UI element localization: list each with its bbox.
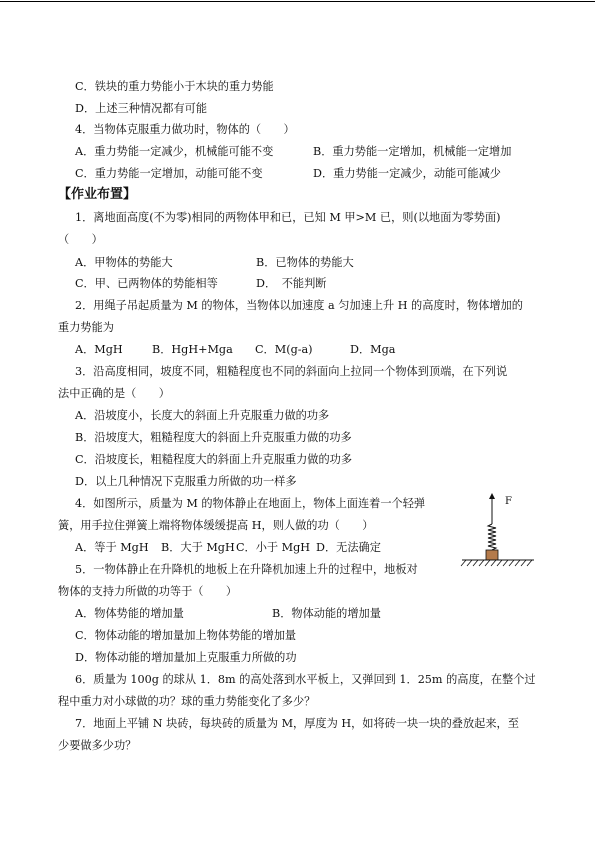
q1-option-c: C．甲、已两物体的势能相等 — [75, 277, 218, 290]
spring-block-figure — [458, 488, 538, 578]
prev-option-c: C．铁块的重力势能小于木块的重力势能 — [75, 80, 274, 93]
spring-coil — [488, 524, 496, 550]
q1-stem-line1: 1．离地面高度(不为零)相同的两物体甲和已，已知 M 甲>M 已，则(以地面为零势面) — [75, 211, 501, 224]
page-top-border — [0, 1, 595, 2]
q6-stem-line2: 程中重力对小球做的功？球的重力势能变化了多少？ — [58, 695, 316, 708]
q5-stem-line1: 5．一物体静止在升降机的地板上在升降机加速上升的过程中，地板对 — [75, 563, 418, 576]
q4-option-b: B．大于 MgH — [161, 541, 235, 554]
q5-option-c: C．物体动能的增加量加上物体势能的增加量 — [75, 629, 297, 642]
q1-stem-line2: （ ） — [58, 233, 103, 246]
q7-stem-line2: 少要做多少功？ — [58, 739, 137, 752]
q5-option-a: A．物体势能的增加量 — [75, 607, 184, 620]
section-title: 【作业布置】 — [58, 187, 137, 202]
q3-option-b: B．沿坡度大，粗糙程度大的斜面上升克服重力做的功多 — [75, 431, 352, 444]
q5-option-b: B．物体动能的增加量 — [272, 607, 381, 620]
prev-option-d: D．上述三种情况都有可能 — [75, 102, 208, 115]
prev-q4-option-b: B．重力势能一定增加，机械能一定增加 — [313, 145, 512, 158]
q3-option-c: C．沿坡度长，粗糙程度大的斜面上升克服重力做的功多 — [75, 453, 353, 466]
prev-q4-option-d: D．重力势能一定减少，动能可能减少 — [313, 167, 501, 180]
q3-option-a: A．沿坡度小，长度大的斜面上升克服重力做的功多 — [75, 409, 330, 422]
q2-option-a: A．MgH — [75, 343, 123, 356]
q5-option-d: D．物体动能的增加量加上克服重力所做的功 — [75, 651, 297, 664]
prev-q4-option-a: A．重力势能一定减少，机械能可能不变 — [75, 145, 274, 158]
prev-q4-option-c: C．重力势能一定增加，动能可能不变 — [75, 167, 263, 180]
q2-option-d: D．Mga — [350, 343, 396, 356]
ground-hatching — [461, 560, 532, 566]
prev-question-4: 4．当物体克服重力做功时，物体的（ ） — [75, 123, 295, 136]
q4-stem-line2: 簧，用手拉住弹簧上端将物体缓缓提高 H，则人做的功（ ） — [58, 519, 374, 532]
q2-option-b: B．HgH+Mga — [152, 343, 233, 356]
mass-block — [486, 550, 498, 560]
q5-stem-line2: 物体的支持力所做的功等于（ ） — [58, 585, 238, 598]
q4-option-d: D．无法确定 — [316, 541, 381, 554]
q3-stem-line1: 3．沿高度相同，坡度不同，粗糙程度也不同的斜面向上拉同一个物体到顶端，在下列说 — [75, 365, 508, 378]
q4-option-a: A．等于 MgH — [75, 541, 149, 554]
q1-option-a: A．甲物体的势能大 — [75, 256, 173, 269]
q2-stem-line1: 2．用绳子吊起质量为 M 的物体，当物体以加速度 a 匀加速上升 H 的高度时，物体增加的 — [75, 299, 523, 312]
q3-option-d: D．以上几种情况下克服重力所做的功一样多 — [75, 475, 297, 488]
q2-stem-line2: 重力势能为 — [58, 321, 114, 334]
force-label: F — [505, 496, 512, 507]
q4-stem-line1: 4．如图所示，质量为 M 的物体静止在地面上，物体上面连着一个轻弹 — [75, 497, 426, 510]
spring-block-svg — [458, 488, 538, 578]
q1-option-b: B．已物体的势能大 — [256, 256, 354, 269]
q1-option-d: D． 不能判断 — [256, 277, 327, 290]
q3-stem-line2: 法中正确的是（ ） — [58, 387, 170, 400]
q4-option-c: C．小于 MgH — [236, 541, 311, 554]
q6-stem-line1: 6．质量为 100g 的球从 1．8m 的高处落到水平板上，又弹回到 1．25m 的高度，在整个过 — [75, 673, 536, 686]
q2-option-c: C．M(g-a) — [255, 343, 313, 356]
q7-stem-line1: 7．地面上平铺 N 块砖，每块砖的质量为 M，厚度为 H，如将砖一块一块的叠放起来，至 — [75, 717, 519, 730]
